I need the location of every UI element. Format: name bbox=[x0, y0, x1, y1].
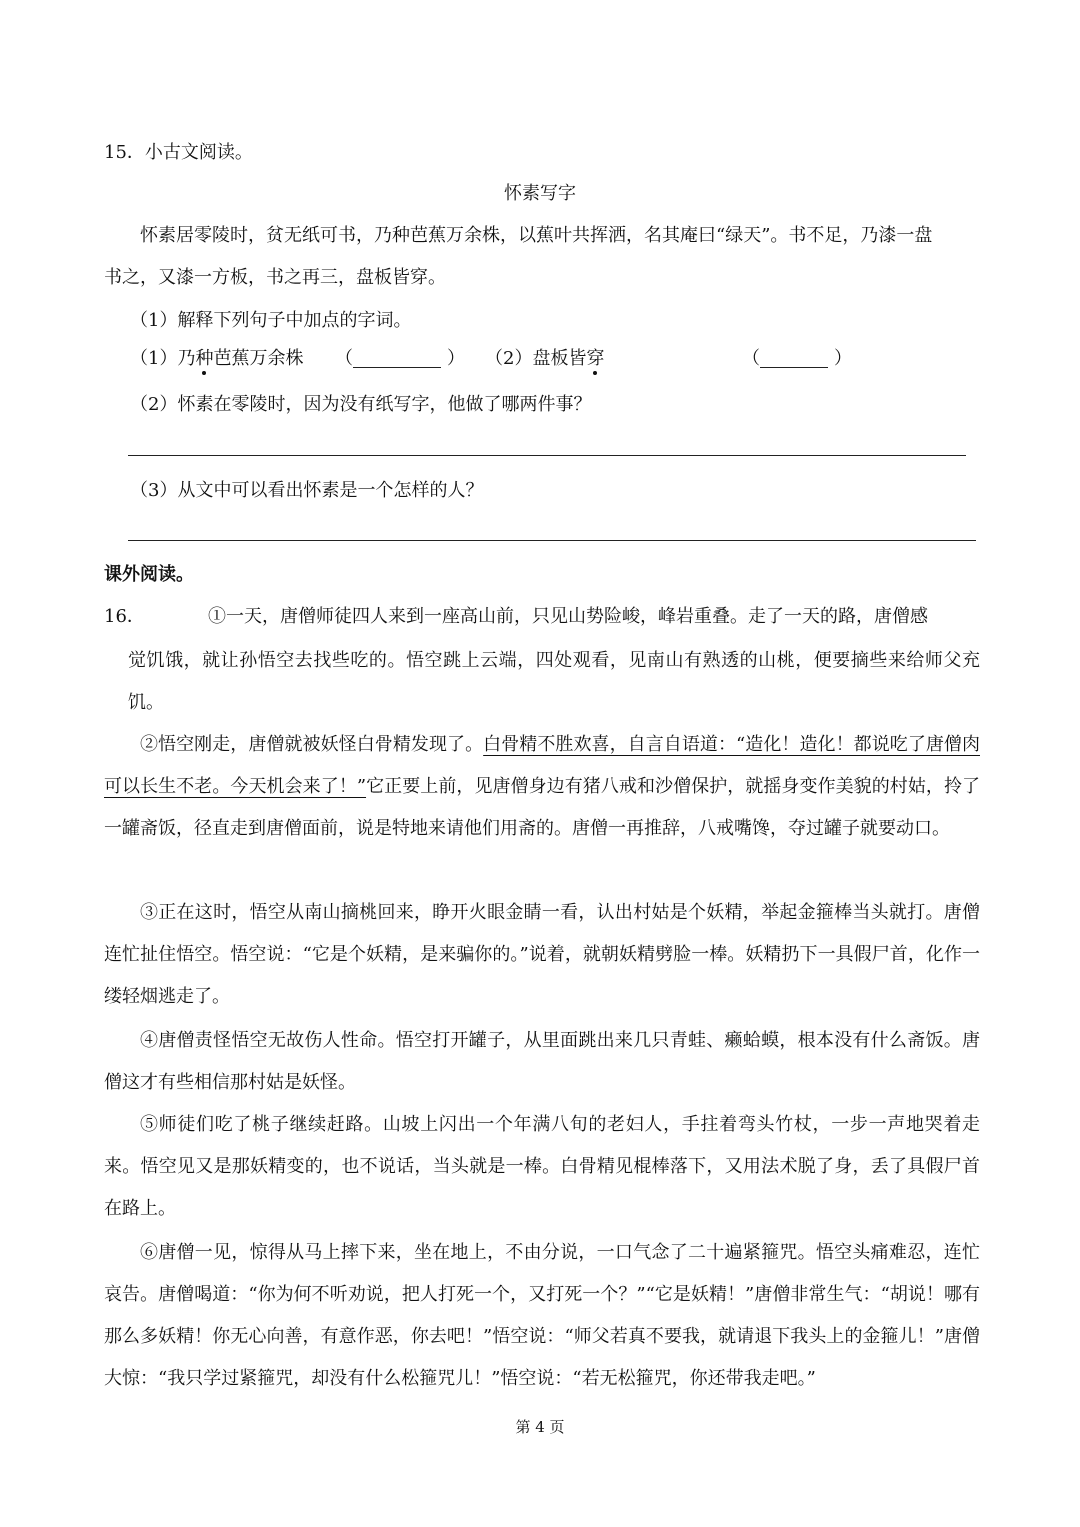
paren-open-1: （ bbox=[335, 348, 353, 369]
page-footer: 第 4 页 bbox=[515, 1418, 565, 1436]
item2-before: （2）盘板皆 bbox=[485, 348, 587, 369]
sub-question-2: （2）怀素在零陵时，因为没有纸写字，他做了哪两件事？ bbox=[130, 394, 592, 415]
question-16-number: 16． bbox=[104, 606, 145, 627]
sub-question-3: （3）从文中可以看出怀素是一个怎样的人？ bbox=[130, 480, 484, 501]
answer-blank-2[interactable] bbox=[760, 347, 828, 368]
q16-paragraph-5: ⑤师徒们吃了桃子继续赶路。山坡上闪出一个年满八旬的老妇人，手拄着弯头竹杖，一步一声地哭着走来。悟空见又是那妖精变的，也不说话，当头就是一棒。白骨精见棍棒落下，又用法术脱了身，丢了具假尸首在路上。 bbox=[104, 1114, 980, 1219]
passage-title: 怀素写字 bbox=[504, 183, 576, 204]
dotted-char-2: 穿 bbox=[586, 348, 605, 369]
q16-paragraph-4: ④唐僧责怪悟空无故伤人性命。悟空打开罐子，从里面跳出来几只青蛙、癞蛤蟆，根本没有什么斋饭。唐僧这才有些相信那村姑是妖怪。 bbox=[104, 1030, 980, 1093]
item1-before: （1）乃 bbox=[130, 348, 196, 369]
paren-close-2: ） bbox=[834, 348, 852, 369]
vocab-item-2 bbox=[485, 345, 604, 373]
q16-paragraph-6: ⑥唐僧一见，惊得从马上摔下来，坐在地上，不由分说，一口气念了二十遍紧箍咒。悟空头痛难忍，连忙哀告。唐僧喝道：“你为何不听劝说，把人打死一个，又打死一个？”“它是妖精！”唐僧非常生气：“胡说！哪有那么多妖精！你无心向善，有意作恶，你去吧！”悟空说：“师父若真不要我，就请退下我头上的金箍儿！”唐僧大惊：“我只学过紧箍咒，却没有什么松箍咒儿！”悟空说：“若无松箍咒，你还带我走吧。” bbox=[104, 1242, 980, 1389]
answer-paren-2 bbox=[742, 345, 852, 373]
paren-close-1: ） bbox=[447, 348, 465, 369]
q16-paragraph-1-line-1: ①一天，唐僧师徒四人来到一座高山前，只见山势险峻，峰岩重叠。走了一天的路，唐僧感 bbox=[208, 606, 928, 627]
p2-text-b: 它正要上前，见唐僧身边有猪八戒和沙僧保护，就摇身变作美貌的村姑，拎了一罐斋饭，径直走到唐僧面前，说是特地来请他们用斋的。唐僧一再推辞，八戒嘴馋，夺过罐子就要动口。 bbox=[104, 776, 981, 839]
p2-text-a: ②悟空刚走，唐僧就被妖怪白骨精发现了。 bbox=[140, 734, 484, 755]
item1-after: 芭蕉万余株 bbox=[213, 348, 304, 369]
passage-line-1: 怀素居零陵时，贫无纸可书，乃种芭蕉万余株，以蕉叶共挥洒，名其庵曰“绿天”。书不足，乃漆一盘 bbox=[140, 225, 933, 246]
dotted-char-1: 种 bbox=[195, 348, 214, 369]
q16-paragraph-2 bbox=[104, 724, 980, 850]
answer-line-3[interactable] bbox=[128, 540, 976, 541]
answer-line-2[interactable] bbox=[128, 455, 966, 456]
paren-open-2: （ bbox=[742, 348, 760, 369]
p2-underlined-sentence: 白骨精不胜欢喜，自言自语道：“造化！造化！都说吃了唐僧肉可以长生不老。今天机会来了！” bbox=[104, 734, 980, 797]
question-15-header: 15．小古文阅读。 bbox=[104, 142, 253, 163]
section-title: 课外阅读。 bbox=[104, 564, 194, 585]
q16-paragraph-1-rest: 觉饥饿，就让孙悟空去找些吃的。悟空跳上云端，四处观看，见南山有熟透的山桃，便要摘些来给师父充饥。 bbox=[128, 650, 980, 713]
passage-line-2: 书之，又漆一方板，书之再三，盘板皆穿。 bbox=[104, 267, 446, 288]
vocab-item-1 bbox=[130, 345, 303, 373]
sub-question-1: （1）解释下列句子中加点的字词。 bbox=[130, 310, 412, 331]
answer-blank-1[interactable] bbox=[353, 347, 441, 368]
answer-paren-1 bbox=[335, 345, 465, 373]
q16-paragraph-3: ③正在这时，悟空从南山摘桃回来，睁开火眼金睛一看，认出村姑是个妖精，举起金箍棒当头就打。唐僧连忙扯住悟空。悟空说：“它是个妖精，是来骗你的。”说着，就朝妖精劈脸一棒。妖精扔下一具假尸首，化作一缕轻烟逃走了。 bbox=[104, 902, 980, 1007]
